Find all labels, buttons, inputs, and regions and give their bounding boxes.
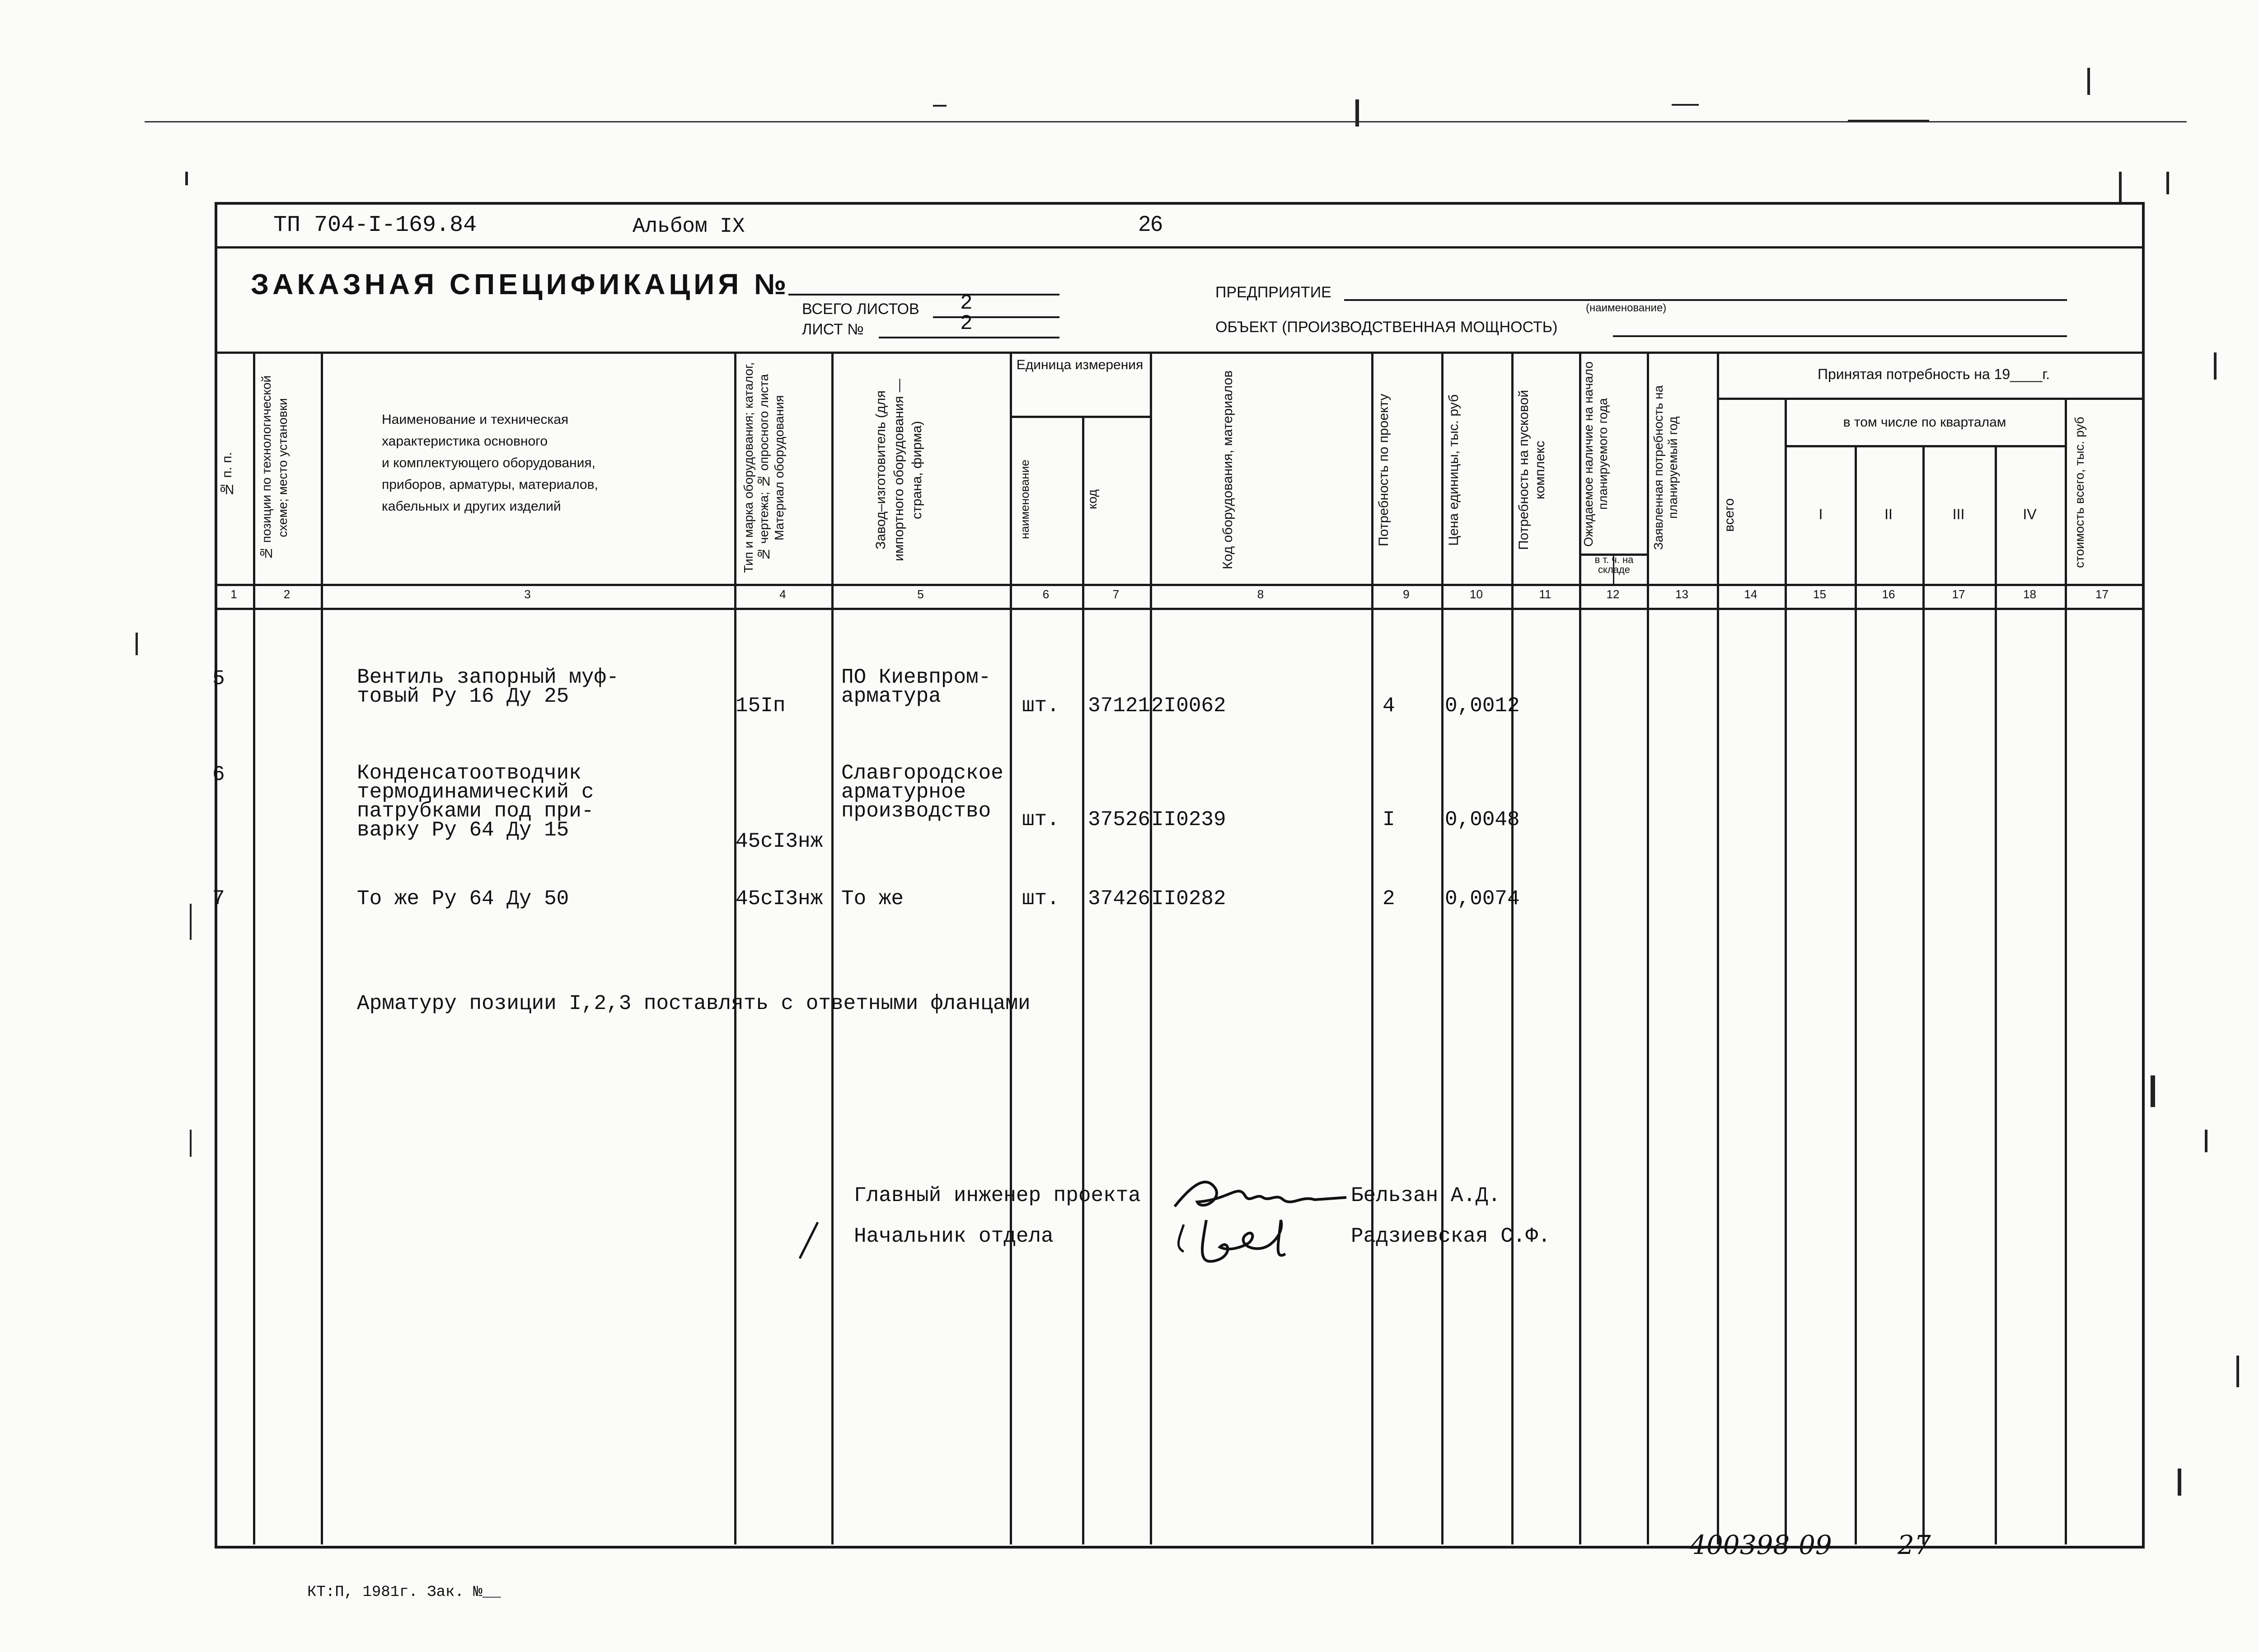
row-code: 37426 [1088,887,1151,910]
scan-speck [136,633,138,655]
chief-engineer-label: Главный инженер проекта [854,1184,1141,1207]
row-code: 37526 [1088,808,1151,831]
colnum: 17 [2095,587,2109,601]
q4-header: IV [2023,506,2037,522]
col-line [1785,398,1787,1544]
row-type: 15Iп [736,694,786,718]
total-sheets-line [933,316,1059,318]
quarters-sub-line [1785,445,2065,447]
row-unit: шт. [1022,694,1059,718]
colnum: 2 [283,587,291,601]
q3-header: III [1952,506,1965,522]
sheet-page-number: 27 [1898,1530,1931,1560]
scan-speck [2166,172,2169,194]
col-line [1855,445,1857,1544]
col-line [1441,352,1444,1544]
row-price: 0,0012 [1445,694,1520,718]
row-qty: I [1383,808,1395,831]
row-qty: 4 [1383,694,1395,718]
col-9-header: Потребность по проекту [1376,394,1391,546]
col-7-header: код [1085,489,1099,509]
colnum: 11 [1539,587,1551,601]
colnum: 7 [1112,587,1120,601]
row-type: 45сI3нж [736,830,823,853]
row-maker: Славгородское арматурное производство [841,761,1003,823]
scan-speck [2178,1469,2181,1496]
scan-speck [2214,352,2217,380]
col-line [1717,352,1719,1544]
scan-speck [2119,172,2122,203]
q2-header: II [1884,506,1893,522]
colnum: 8 [1257,587,1264,601]
col-8-header: Код оборудования, материалов [1220,370,1235,570]
row-qty: 2 [1383,887,1395,910]
project-code: ТП 704-I-169.84 [273,212,477,238]
name-hint: (наименование) [1586,302,1667,314]
scan-speck [190,1130,192,1157]
colnum-bottom [215,608,2142,610]
row-code: 37121 [1088,694,1151,718]
row-price: 0,0074 [1445,887,1520,910]
row-name: Конденсатоотводчик термодинамический с патрубками под при- варку Ру 64 Ду 15 [357,761,594,842]
doc-title: ЗАКАЗНАЯ СПЕЦИФИКАЦИЯ № [251,268,790,300]
col-line [1150,352,1152,1544]
colnum: 10 [1470,587,1483,601]
row-maker: ПО Киевпром- арматура [841,666,991,708]
table-top [215,352,2142,354]
chief-engineer-name: Бельзан А.Д. [1351,1184,1501,1207]
colnum: 13 [1675,587,1688,601]
colnum: 16 [1882,587,1895,601]
col-11-header: Потребность на пусковой комплекс [1516,390,1547,550]
col-10-header: Цена единицы, тыс. руб [1446,394,1461,546]
col-14-header: всего [1722,498,1737,532]
colnum: 12 [1606,587,1620,601]
sheet-line [879,337,1059,338]
col-line [321,352,323,1544]
row-num: 5 [212,667,225,690]
col-line [253,352,255,1544]
colnum: 14 [1744,587,1758,601]
scan-speck [190,904,192,940]
colnum: 18 [2023,587,2036,601]
col-3-header: Наименование и техническая характеристика основного и комплектующего оборудования, приборов, арматуры, материалов, кабельных и других изделий [382,412,598,514]
department-head-label: Начальник отдела [854,1225,1054,1248]
scan-speck [185,172,188,185]
col-line [1511,352,1514,1544]
col-6-header: наименование [1018,460,1031,539]
col-line [1922,445,1925,1544]
sheet-label: ЛИСТ № [802,321,864,338]
accepted-sub-line [1717,398,2142,400]
scan-speck [1355,99,1359,127]
col-line [1082,416,1084,1544]
accepted-header: Принятая потребность на 19____г. [1817,366,2050,382]
row-name: То же Ру 64 Ду 50 [357,887,569,910]
col-4-header: Тип и марка оборудования; каталог, № чертежа; № опросного листа Материал оборудования [741,362,786,573]
col-12-sub-header: в т. ч. на складе [1594,554,1634,575]
colnum: 5 [917,587,924,601]
col-5-header: Завод–изготовитель (для импортного оборудования —страна, фирма) [873,379,924,561]
row-maker: То же [841,887,904,910]
colnum: 3 [524,587,531,601]
unit-group-header: Единица измерения [1016,357,1144,372]
col-2-header: № позиции по технологической схеме; место установки [259,375,290,560]
scan-speck [2205,1130,2207,1152]
scan-speck [2087,68,2090,95]
pen-mark [795,1220,822,1261]
enterprise-label: ПРЕДПРИЯТИЕ [1215,284,1331,301]
row-num: 7 [212,887,225,910]
quarters-header: в том числе по кварталам [1843,415,2006,430]
colnum: 1 [230,587,237,601]
scan-speck [2236,1356,2239,1387]
row-name: Вентиль запорный муф- товый Ру 16 Ду 25 [357,666,619,708]
row-equip-code: 2I0062 [1151,694,1226,718]
col-13-header: Заявленная потребность на планируемый год [1651,385,1680,550]
col-line [831,352,834,1544]
chief-signature [1166,1157,1355,1274]
row-unit: шт. [1022,887,1059,910]
total-sheets-value: 2 [960,291,973,315]
album-label: Альбом IX [633,215,745,238]
object-label: ОБЪЕКТ (ПРОИЗВОДСТВЕННАЯ МОЩНОСТЬ) [1215,319,1558,336]
print-stamp: КТ:П, 1981г. Зак. №__ [307,1584,501,1601]
page-number: 26 [1139,212,1163,236]
scan-speck [1672,104,1699,106]
total-sheets-label: ВСЕГО ЛИСТОВ [802,300,919,318]
col-1-header: № п. п. [220,452,234,497]
col-line [2065,398,2067,1544]
col-line [1647,352,1649,1544]
colnum: 4 [779,587,786,601]
spec-number-line [788,294,1059,296]
q1-header: I [1818,506,1823,522]
scan-speck [1848,120,1929,122]
row-equip-code: II0239 [1151,808,1226,831]
inventory-number: 400398-09 [1690,1530,1832,1560]
col-line [734,352,736,1544]
colnum: 6 [1042,587,1050,601]
colnum: 15 [1813,587,1826,601]
sheet-value: 2 [960,312,973,335]
colnum-top [215,584,2142,586]
unit-sub-line [1010,416,1150,418]
row-num: 6 [212,763,225,786]
delivery-note: Арматуру позиции I,2,3 поставлять с ответными фланцами [357,992,1031,1015]
colnum: 9 [1403,587,1410,601]
row-type: 45сI3нж [736,887,823,910]
department-head-name: Радзиевская С.Ф. [1351,1225,1551,1248]
object-line [1613,335,2067,337]
col-line [1995,445,1997,1544]
row-unit: шт. [1022,808,1059,831]
scan-speck [2151,1075,2155,1107]
row-equip-code: II0282 [1151,887,1226,910]
col-12-header: Ожидаемое наличие на начало планируемого года [1581,361,1610,547]
colnum: 17 [1952,587,1965,601]
row-price: 0,0048 [1445,808,1520,831]
enterprise-line [1344,299,2067,301]
col-line [1010,352,1012,1544]
header-divider [215,246,2142,249]
scan-speck [933,105,947,107]
col-line [1371,352,1373,1544]
col-19-header: стоимость всего, тыс. руб [2072,417,2086,568]
